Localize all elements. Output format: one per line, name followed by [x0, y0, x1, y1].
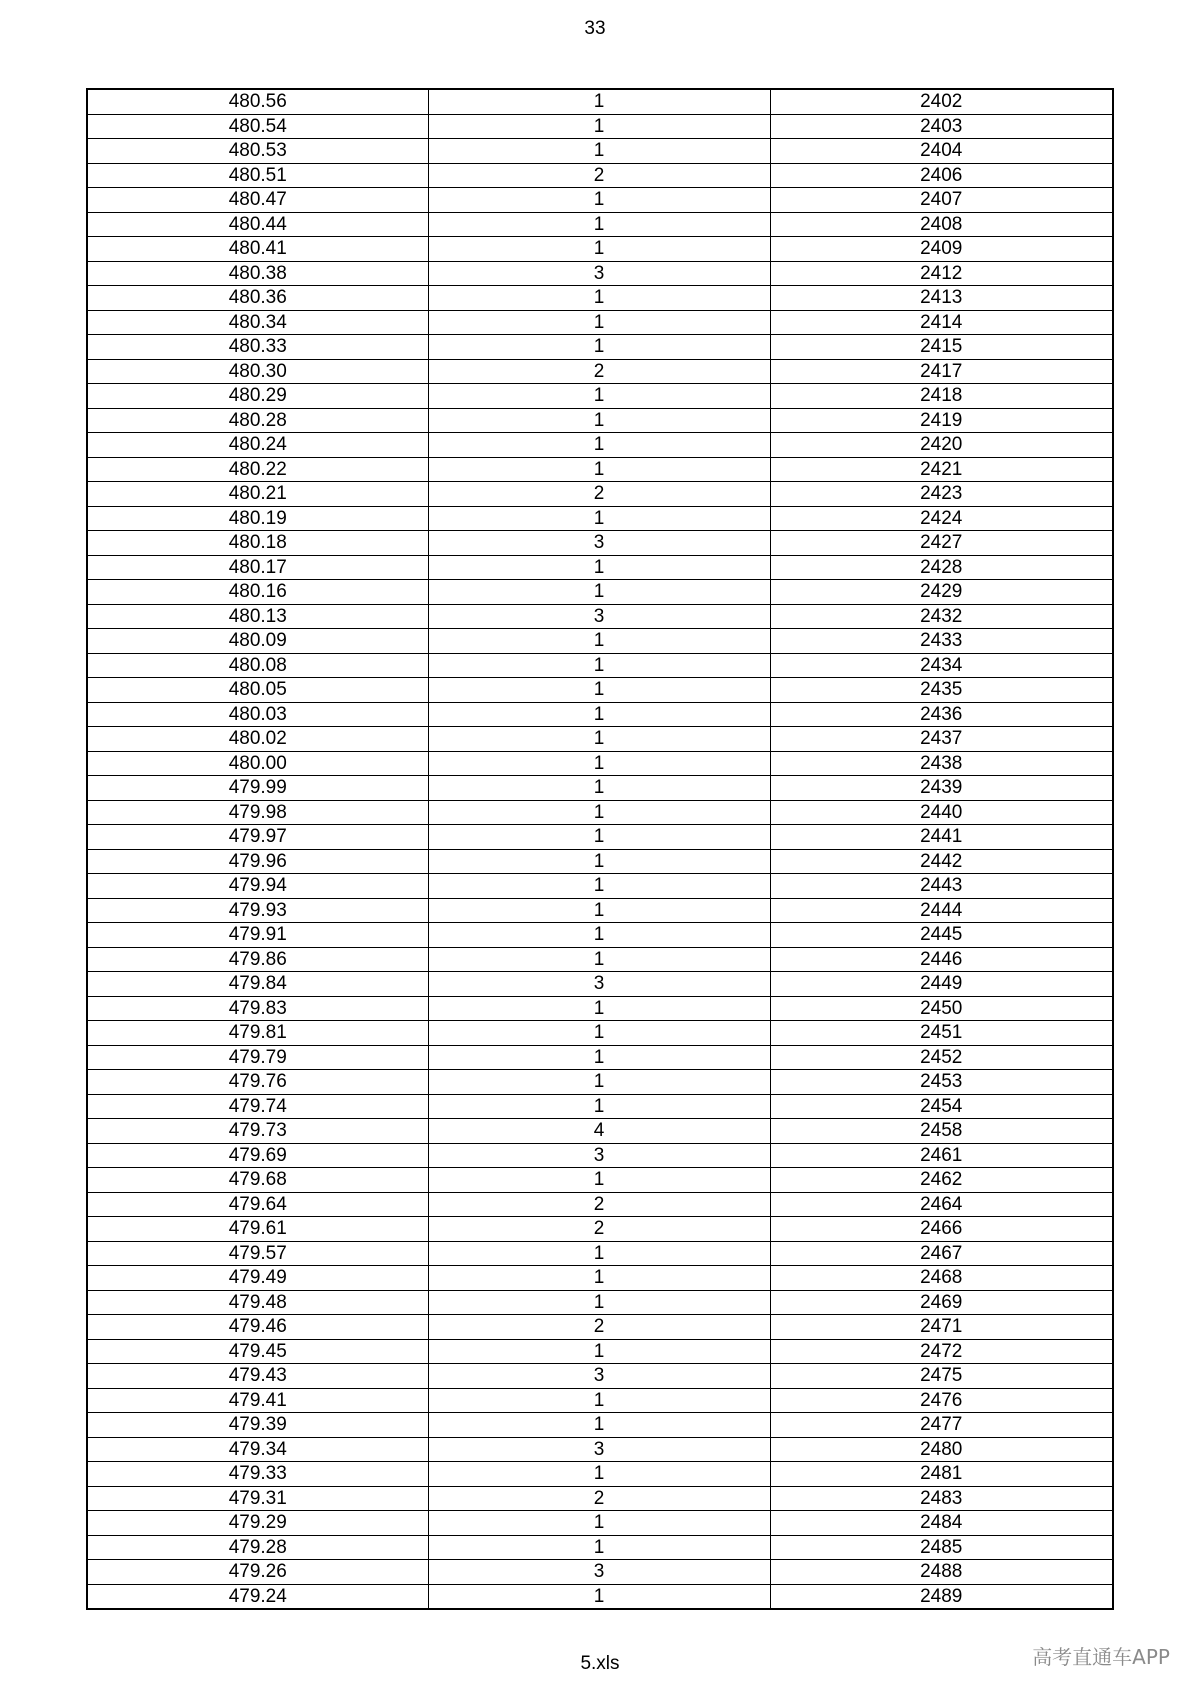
count-cell: 1 — [428, 384, 770, 409]
cumulative-cell: 2489 — [770, 1584, 1113, 1609]
cumulative-cell: 2420 — [770, 433, 1113, 458]
table-row — [87, 678, 1113, 703]
cumulative-cell: 2428 — [770, 555, 1113, 580]
count-cell: 1 — [428, 506, 770, 531]
cumulative-cell: 2461 — [770, 1143, 1113, 1168]
table-row — [87, 408, 1113, 433]
table-row — [87, 996, 1113, 1021]
table-row — [87, 1290, 1113, 1315]
score-cell: 479.39 — [87, 1413, 428, 1438]
table-row — [87, 1045, 1113, 1070]
table-row — [87, 702, 1113, 727]
count-cell: 1 — [428, 996, 770, 1021]
count-cell: 2 — [428, 1217, 770, 1242]
cumulative-cell: 2476 — [770, 1388, 1113, 1413]
table-row — [87, 384, 1113, 409]
cumulative-cell: 2451 — [770, 1021, 1113, 1046]
count-cell: 2 — [428, 482, 770, 507]
count-cell: 1 — [428, 114, 770, 139]
cumulative-cell: 2462 — [770, 1168, 1113, 1193]
score-cell: 480.51 — [87, 163, 428, 188]
count-cell: 4 — [428, 1119, 770, 1144]
score-cell: 479.24 — [87, 1584, 428, 1609]
count-cell: 1 — [428, 1094, 770, 1119]
table-row — [87, 212, 1113, 237]
cumulative-cell: 2436 — [770, 702, 1113, 727]
cumulative-cell: 2419 — [770, 408, 1113, 433]
score-cell: 479.41 — [87, 1388, 428, 1413]
cumulative-cell: 2435 — [770, 678, 1113, 703]
count-cell: 1 — [428, 1290, 770, 1315]
table-row — [87, 457, 1113, 482]
score-cell: 480.00 — [87, 751, 428, 776]
score-cell: 480.22 — [87, 457, 428, 482]
count-cell: 1 — [428, 1339, 770, 1364]
cumulative-cell: 2413 — [770, 286, 1113, 311]
table-row — [87, 898, 1113, 923]
cumulative-cell: 2427 — [770, 531, 1113, 556]
cumulative-cell: 2454 — [770, 1094, 1113, 1119]
count-cell: 1 — [428, 580, 770, 605]
score-cell: 479.33 — [87, 1462, 428, 1487]
count-cell: 1 — [428, 310, 770, 335]
cumulative-cell: 2449 — [770, 972, 1113, 997]
score-cell: 479.93 — [87, 898, 428, 923]
cumulative-cell: 2464 — [770, 1192, 1113, 1217]
cumulative-cell: 2450 — [770, 996, 1113, 1021]
count-cell: 3 — [428, 1364, 770, 1389]
score-cell: 480.53 — [87, 139, 428, 164]
table-row — [87, 163, 1113, 188]
table-row — [87, 1364, 1113, 1389]
count-cell: 3 — [428, 604, 770, 629]
count-cell: 1 — [428, 1266, 770, 1291]
count-cell: 3 — [428, 1560, 770, 1585]
cumulative-cell: 2424 — [770, 506, 1113, 531]
table-row — [87, 972, 1113, 997]
page-number: 33 — [584, 18, 606, 39]
cumulative-cell: 2404 — [770, 139, 1113, 164]
table-row — [87, 1070, 1113, 1095]
table-row — [87, 1339, 1113, 1364]
table-row — [87, 286, 1113, 311]
cumulative-cell: 2485 — [770, 1535, 1113, 1560]
score-cell: 479.97 — [87, 825, 428, 850]
score-cell: 479.81 — [87, 1021, 428, 1046]
count-cell: 3 — [428, 1437, 770, 1462]
score-cell: 479.28 — [87, 1535, 428, 1560]
count-cell: 1 — [428, 849, 770, 874]
table-row — [87, 1413, 1113, 1438]
cumulative-cell: 2409 — [770, 237, 1113, 262]
score-cell: 480.28 — [87, 408, 428, 433]
count-cell: 1 — [428, 751, 770, 776]
count-cell: 1 — [428, 89, 770, 114]
score-cell: 479.73 — [87, 1119, 428, 1144]
cumulative-cell: 2442 — [770, 849, 1113, 874]
cumulative-cell: 2414 — [770, 310, 1113, 335]
table-row — [87, 310, 1113, 335]
cumulative-cell: 2444 — [770, 898, 1113, 923]
table-row — [87, 1486, 1113, 1511]
table-row — [87, 1511, 1113, 1536]
score-cell: 480.18 — [87, 531, 428, 556]
score-cell: 479.74 — [87, 1094, 428, 1119]
cumulative-cell: 2408 — [770, 212, 1113, 237]
cumulative-cell: 2481 — [770, 1462, 1113, 1487]
cumulative-cell: 2484 — [770, 1511, 1113, 1536]
table-row — [87, 1266, 1113, 1291]
count-cell: 1 — [428, 335, 770, 360]
table-row — [87, 727, 1113, 752]
cumulative-cell: 2423 — [770, 482, 1113, 507]
count-cell: 1 — [428, 555, 770, 580]
score-cell: 480.41 — [87, 237, 428, 262]
score-cell: 480.09 — [87, 629, 428, 654]
count-cell: 1 — [428, 433, 770, 458]
cumulative-cell: 2472 — [770, 1339, 1113, 1364]
count-cell: 1 — [428, 923, 770, 948]
count-cell: 1 — [428, 286, 770, 311]
score-cell: 479.76 — [87, 1070, 428, 1095]
count-cell: 1 — [428, 653, 770, 678]
table-row — [87, 874, 1113, 899]
count-cell: 3 — [428, 1143, 770, 1168]
cumulative-cell: 2438 — [770, 751, 1113, 776]
cumulative-cell: 2471 — [770, 1315, 1113, 1340]
count-cell: 3 — [428, 972, 770, 997]
cumulative-cell: 2415 — [770, 335, 1113, 360]
score-cell: 480.21 — [87, 482, 428, 507]
count-cell: 1 — [428, 408, 770, 433]
score-cell: 480.33 — [87, 335, 428, 360]
score-cell: 480.02 — [87, 727, 428, 752]
score-cell: 480.56 — [87, 89, 428, 114]
score-cell: 479.69 — [87, 1143, 428, 1168]
cumulative-cell: 2445 — [770, 923, 1113, 948]
footer-filename: 5.xls — [580, 1653, 620, 1674]
score-cell: 480.38 — [87, 261, 428, 286]
count-cell: 1 — [428, 1413, 770, 1438]
score-cell: 479.84 — [87, 972, 428, 997]
table-row — [87, 923, 1113, 948]
table-row — [87, 1119, 1113, 1144]
count-cell: 1 — [428, 825, 770, 850]
cumulative-cell: 2441 — [770, 825, 1113, 850]
count-cell: 1 — [428, 188, 770, 213]
count-cell: 1 — [428, 1388, 770, 1413]
table-row — [87, 1388, 1113, 1413]
table-row — [87, 1217, 1113, 1242]
table-row — [87, 1094, 1113, 1119]
table-row — [87, 776, 1113, 801]
table-row — [87, 1143, 1113, 1168]
count-cell: 1 — [428, 1241, 770, 1266]
cumulative-cell: 2453 — [770, 1070, 1113, 1095]
score-cell: 480.03 — [87, 702, 428, 727]
cumulative-cell: 2417 — [770, 359, 1113, 384]
table-row — [87, 1021, 1113, 1046]
table-row — [87, 89, 1113, 114]
count-cell: 1 — [428, 947, 770, 972]
score-table — [86, 88, 1114, 1610]
table-row — [87, 482, 1113, 507]
score-cell: 479.83 — [87, 996, 428, 1021]
table-row — [87, 580, 1113, 605]
score-cell: 480.16 — [87, 580, 428, 605]
table-row — [87, 531, 1113, 556]
table-row — [87, 506, 1113, 531]
score-cell: 479.45 — [87, 1339, 428, 1364]
cumulative-cell: 2446 — [770, 947, 1113, 972]
cumulative-cell: 2483 — [770, 1486, 1113, 1511]
table-row — [87, 1462, 1113, 1487]
score-cell: 479.86 — [87, 947, 428, 972]
score-cell: 480.29 — [87, 384, 428, 409]
table-row — [87, 1560, 1113, 1585]
count-cell: 1 — [428, 1021, 770, 1046]
score-cell: 479.31 — [87, 1486, 428, 1511]
score-cell: 479.96 — [87, 849, 428, 874]
table-row — [87, 604, 1113, 629]
count-cell: 1 — [428, 139, 770, 164]
score-cell: 479.64 — [87, 1192, 428, 1217]
cumulative-cell: 2440 — [770, 800, 1113, 825]
table-row — [87, 188, 1113, 213]
score-cell: 479.49 — [87, 1266, 428, 1291]
table-row — [87, 433, 1113, 458]
score-cell: 479.94 — [87, 874, 428, 899]
count-cell: 1 — [428, 1045, 770, 1070]
score-cell: 480.17 — [87, 555, 428, 580]
count-cell: 1 — [428, 457, 770, 482]
count-cell: 1 — [428, 1584, 770, 1609]
count-cell: 3 — [428, 531, 770, 556]
cumulative-cell: 2402 — [770, 89, 1113, 114]
score-cell: 480.47 — [87, 188, 428, 213]
score-cell: 479.91 — [87, 923, 428, 948]
table-row — [87, 751, 1113, 776]
cumulative-cell: 2418 — [770, 384, 1113, 409]
cumulative-cell: 2488 — [770, 1560, 1113, 1585]
count-cell: 1 — [428, 1462, 770, 1487]
cumulative-cell: 2475 — [770, 1364, 1113, 1389]
table-row — [87, 825, 1113, 850]
cumulative-cell: 2406 — [770, 163, 1113, 188]
count-cell: 1 — [428, 237, 770, 262]
count-cell: 1 — [428, 1511, 770, 1536]
cumulative-cell: 2468 — [770, 1266, 1113, 1291]
cumulative-cell: 2443 — [770, 874, 1113, 899]
table-row — [87, 849, 1113, 874]
cumulative-cell: 2469 — [770, 1290, 1113, 1315]
score-table-container — [86, 88, 1112, 1610]
score-cell: 479.29 — [87, 1511, 428, 1536]
table-row — [87, 653, 1113, 678]
watermark: 高考直通车APP — [1032, 1645, 1170, 1669]
cumulative-cell: 2452 — [770, 1045, 1113, 1070]
count-cell: 2 — [428, 359, 770, 384]
table-row — [87, 1437, 1113, 1462]
cumulative-cell: 2421 — [770, 457, 1113, 482]
score-cell: 480.36 — [87, 286, 428, 311]
count-cell: 1 — [428, 776, 770, 801]
cumulative-cell: 2412 — [770, 261, 1113, 286]
cumulative-cell: 2403 — [770, 114, 1113, 139]
score-cell: 480.54 — [87, 114, 428, 139]
score-cell: 479.57 — [87, 1241, 428, 1266]
cumulative-cell: 2467 — [770, 1241, 1113, 1266]
cumulative-cell: 2429 — [770, 580, 1113, 605]
score-cell: 479.79 — [87, 1045, 428, 1070]
score-cell: 480.24 — [87, 433, 428, 458]
table-row — [87, 800, 1113, 825]
cumulative-cell: 2433 — [770, 629, 1113, 654]
table-row — [87, 629, 1113, 654]
count-cell: 1 — [428, 678, 770, 703]
count-cell: 2 — [428, 163, 770, 188]
count-cell: 1 — [428, 1070, 770, 1095]
table-row — [87, 1584, 1113, 1609]
count-cell: 1 — [428, 212, 770, 237]
table-row — [87, 237, 1113, 262]
table-row — [87, 947, 1113, 972]
cumulative-cell: 2477 — [770, 1413, 1113, 1438]
table-row — [87, 1535, 1113, 1560]
table-row — [87, 139, 1113, 164]
score-cell: 480.34 — [87, 310, 428, 335]
table-row — [87, 335, 1113, 360]
count-cell: 2 — [428, 1192, 770, 1217]
count-cell: 2 — [428, 1315, 770, 1340]
count-cell: 1 — [428, 702, 770, 727]
count-cell: 1 — [428, 1535, 770, 1560]
score-cell: 479.99 — [87, 776, 428, 801]
score-cell: 480.08 — [87, 653, 428, 678]
count-cell: 1 — [428, 629, 770, 654]
cumulative-cell: 2432 — [770, 604, 1113, 629]
table-row — [87, 1168, 1113, 1193]
score-cell: 479.48 — [87, 1290, 428, 1315]
table-row — [87, 555, 1113, 580]
table-row — [87, 114, 1113, 139]
score-cell: 479.98 — [87, 800, 428, 825]
table-row — [87, 1241, 1113, 1266]
count-cell: 1 — [428, 1168, 770, 1193]
score-table-body — [87, 89, 1113, 1609]
cumulative-cell: 2458 — [770, 1119, 1113, 1144]
cumulative-cell: 2407 — [770, 188, 1113, 213]
score-cell: 480.13 — [87, 604, 428, 629]
score-cell: 480.30 — [87, 359, 428, 384]
table-row — [87, 1315, 1113, 1340]
cumulative-cell: 2437 — [770, 727, 1113, 752]
count-cell: 1 — [428, 727, 770, 752]
score-cell: 480.19 — [87, 506, 428, 531]
score-cell: 480.05 — [87, 678, 428, 703]
count-cell: 1 — [428, 874, 770, 899]
cumulative-cell: 2439 — [770, 776, 1113, 801]
cumulative-cell: 2480 — [770, 1437, 1113, 1462]
score-cell: 479.34 — [87, 1437, 428, 1462]
cumulative-cell: 2466 — [770, 1217, 1113, 1242]
count-cell: 3 — [428, 261, 770, 286]
count-cell: 1 — [428, 800, 770, 825]
score-cell: 480.44 — [87, 212, 428, 237]
score-cell: 479.68 — [87, 1168, 428, 1193]
score-cell: 479.61 — [87, 1217, 428, 1242]
score-cell: 479.43 — [87, 1364, 428, 1389]
cumulative-cell: 2434 — [770, 653, 1113, 678]
table-row — [87, 359, 1113, 384]
table-row — [87, 261, 1113, 286]
table-row — [87, 1192, 1113, 1217]
count-cell: 2 — [428, 1486, 770, 1511]
score-cell: 479.46 — [87, 1315, 428, 1340]
score-cell: 479.26 — [87, 1560, 428, 1585]
count-cell: 1 — [428, 898, 770, 923]
